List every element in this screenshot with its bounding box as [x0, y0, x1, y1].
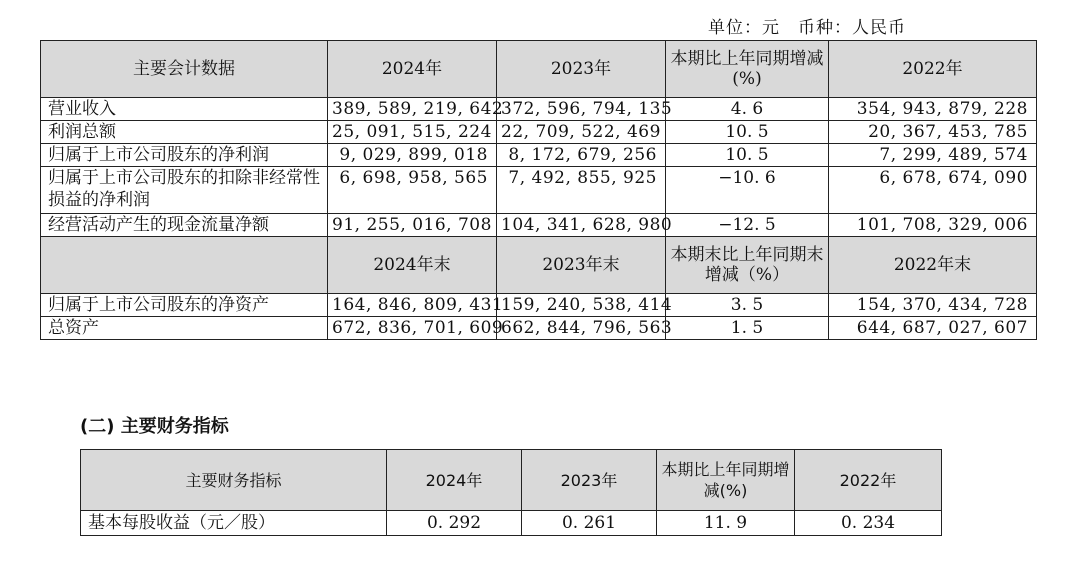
header-2022: 2022年 — [829, 41, 1037, 98]
header-2023: 2023年 — [497, 41, 666, 98]
row-label: 基本每股收益（元／股） — [81, 511, 387, 536]
cell-change: −10. 6 — [666, 167, 829, 214]
table-row — [81, 511, 942, 536]
cell-2022: 154, 370, 434, 728 — [829, 294, 1037, 317]
subheader-2022: 2022年末 — [829, 237, 1037, 294]
cell-2024: 9, 029, 899, 018 — [328, 144, 497, 167]
cell-2024: 91, 255, 016, 708 — [328, 214, 497, 237]
cell-2022: 101, 708, 329, 006 — [829, 214, 1037, 237]
header-label: 主要会计数据 — [41, 41, 328, 98]
cell-2023: 662, 844, 796, 563 — [497, 317, 666, 340]
cell-2023: 372, 596, 794, 135 — [497, 98, 666, 121]
key-accounting-data-table — [40, 40, 1037, 340]
row-label: 总资产 — [41, 317, 328, 340]
cell-2024: 25, 091, 515, 224 — [328, 121, 497, 144]
row-label: 经营活动产生的现金流量净额 — [41, 214, 328, 237]
table-header-row — [81, 450, 942, 511]
table-row — [41, 294, 1037, 317]
table-header-row — [41, 41, 1037, 98]
cell-2023: 159, 240, 538, 414 — [497, 294, 666, 317]
cell-2022: 354, 943, 879, 228 — [829, 98, 1037, 121]
cell-2022: 644, 687, 027, 607 — [829, 317, 1037, 340]
subheader-change: 本期末比上年同期末增减（%） — [666, 237, 829, 294]
section-title-key-financial-indicators: (二) 主要财务指标 — [80, 416, 229, 437]
cell-2024: 389, 589, 219, 642 — [328, 98, 497, 121]
table-row — [41, 98, 1037, 121]
row-label: 归属于上市公司股东的净利润 — [41, 144, 328, 167]
cell-change: 11. 9 — [657, 511, 795, 536]
row-label: 归属于上市公司股东的净资产 — [41, 294, 328, 317]
header-change: 本期比上年同期增减(%) — [657, 450, 795, 511]
cell-2022: 0. 234 — [795, 511, 942, 536]
cell-change: −12. 5 — [666, 214, 829, 237]
cell-2023: 22, 709, 522, 469 — [497, 121, 666, 144]
cell-2022: 6, 678, 674, 090 — [829, 167, 1037, 214]
table-row — [41, 214, 1037, 237]
cell-2022: 7, 299, 489, 574 — [829, 144, 1037, 167]
cell-2022: 20, 367, 453, 785 — [829, 121, 1037, 144]
row-label: 营业收入 — [41, 98, 328, 121]
table-row — [41, 317, 1037, 340]
cell-2024: 6, 698, 958, 565 — [328, 167, 497, 214]
header-label: 主要财务指标 — [81, 450, 387, 511]
header-2024: 2024年 — [387, 450, 522, 511]
cell-2023: 8, 172, 679, 256 — [497, 144, 666, 167]
cell-2023: 104, 341, 628, 980 — [497, 214, 666, 237]
key-financial-indicators-table — [80, 449, 942, 536]
cell-change: 10. 5 — [666, 121, 829, 144]
table-row — [41, 144, 1037, 167]
cell-change: 1. 5 — [666, 317, 829, 340]
header-2023: 2023年 — [522, 450, 657, 511]
header-2022: 2022年 — [795, 450, 942, 511]
cell-2024: 672, 836, 701, 609 — [328, 317, 497, 340]
cell-2023: 0. 261 — [522, 511, 657, 536]
row-label: 归属于上市公司股东的扣除非经常性损益的净利润 — [41, 167, 328, 214]
cell-2024: 0. 292 — [387, 511, 522, 536]
unit-currency-note: 单位：元 币种：人民币 — [708, 18, 906, 38]
subheader-2024: 2024年末 — [328, 237, 497, 294]
row-label: 利润总额 — [41, 121, 328, 144]
cell-2024: 164, 846, 809, 431 — [328, 294, 497, 317]
subheader-empty — [41, 237, 328, 294]
cell-2023: 7, 492, 855, 925 — [497, 167, 666, 214]
table-subheader-row — [41, 237, 1037, 294]
header-change: 本期比上年同期增减(%) — [666, 41, 829, 98]
cell-change: 3. 5 — [666, 294, 829, 317]
header-2024: 2024年 — [328, 41, 497, 98]
cell-change: 10. 5 — [666, 144, 829, 167]
table-row — [41, 121, 1037, 144]
subheader-2023: 2023年末 — [497, 237, 666, 294]
table-row — [41, 167, 1037, 214]
cell-change: 4. 6 — [666, 98, 829, 121]
